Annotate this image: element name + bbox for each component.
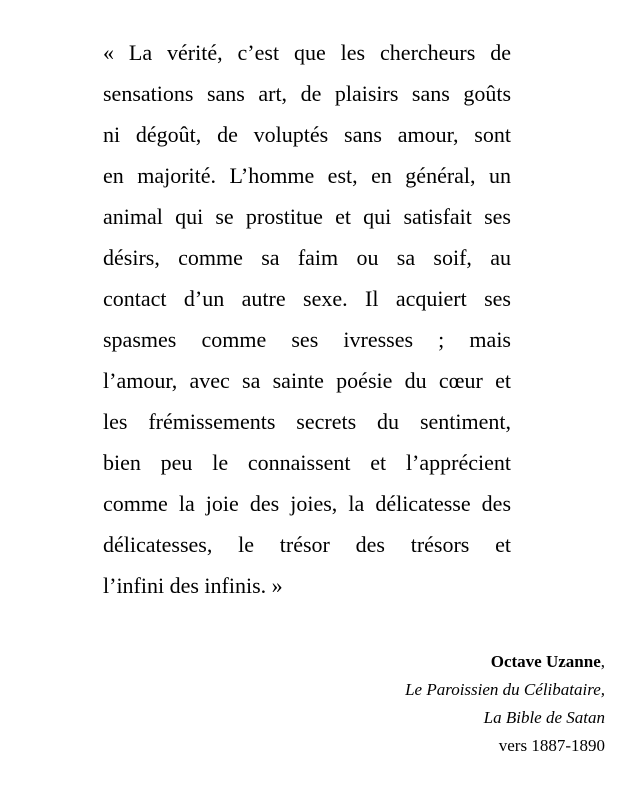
quote-line: ni dégoût, de voluptés sans amour, sont (103, 122, 511, 147)
quote-line: désirs, comme sa faim ou sa soif, au (103, 245, 511, 270)
date-text: vers 1887-1890 (498, 736, 605, 755)
quote-line: l’infini des infinis. » (103, 573, 283, 598)
work-title: Le Paroissien du Célibataire, (405, 680, 605, 699)
quote-line: bien peu le connaissent et l’apprécient (103, 450, 511, 475)
quote-line: contact d’un autre sexe. Il acquiert ses (103, 286, 511, 311)
quote-line: comme la joie des joies, la délicatesse des (103, 491, 511, 516)
quote-line: spasmes comme ses ivresses ; mais (103, 327, 511, 352)
quote-line: délicatesses, le trésor des trésors et (103, 532, 511, 557)
quote-line: les frémissements secrets du sentiment, (103, 409, 511, 434)
quote-line: en majorité. L’homme est, en général, un (103, 163, 511, 188)
attribution-block (405, 648, 605, 760)
quote-line: sensations sans art, de plaisirs sans goûts (103, 81, 511, 106)
author-line (405, 648, 605, 676)
quote-block (103, 32, 511, 606)
work-subtitle: La Bible de Satan (483, 708, 605, 727)
quote-line: l’amour, avec sa sainte poésie du cœur et (103, 368, 511, 393)
author-name: Octave Uzanne (490, 652, 601, 671)
author-suffix: , (600, 652, 605, 671)
quote-line: « La vérité, c’est que les chercheurs de (103, 40, 511, 65)
quote-line: animal qui se prostitue et qui satisfait ses (103, 204, 511, 229)
